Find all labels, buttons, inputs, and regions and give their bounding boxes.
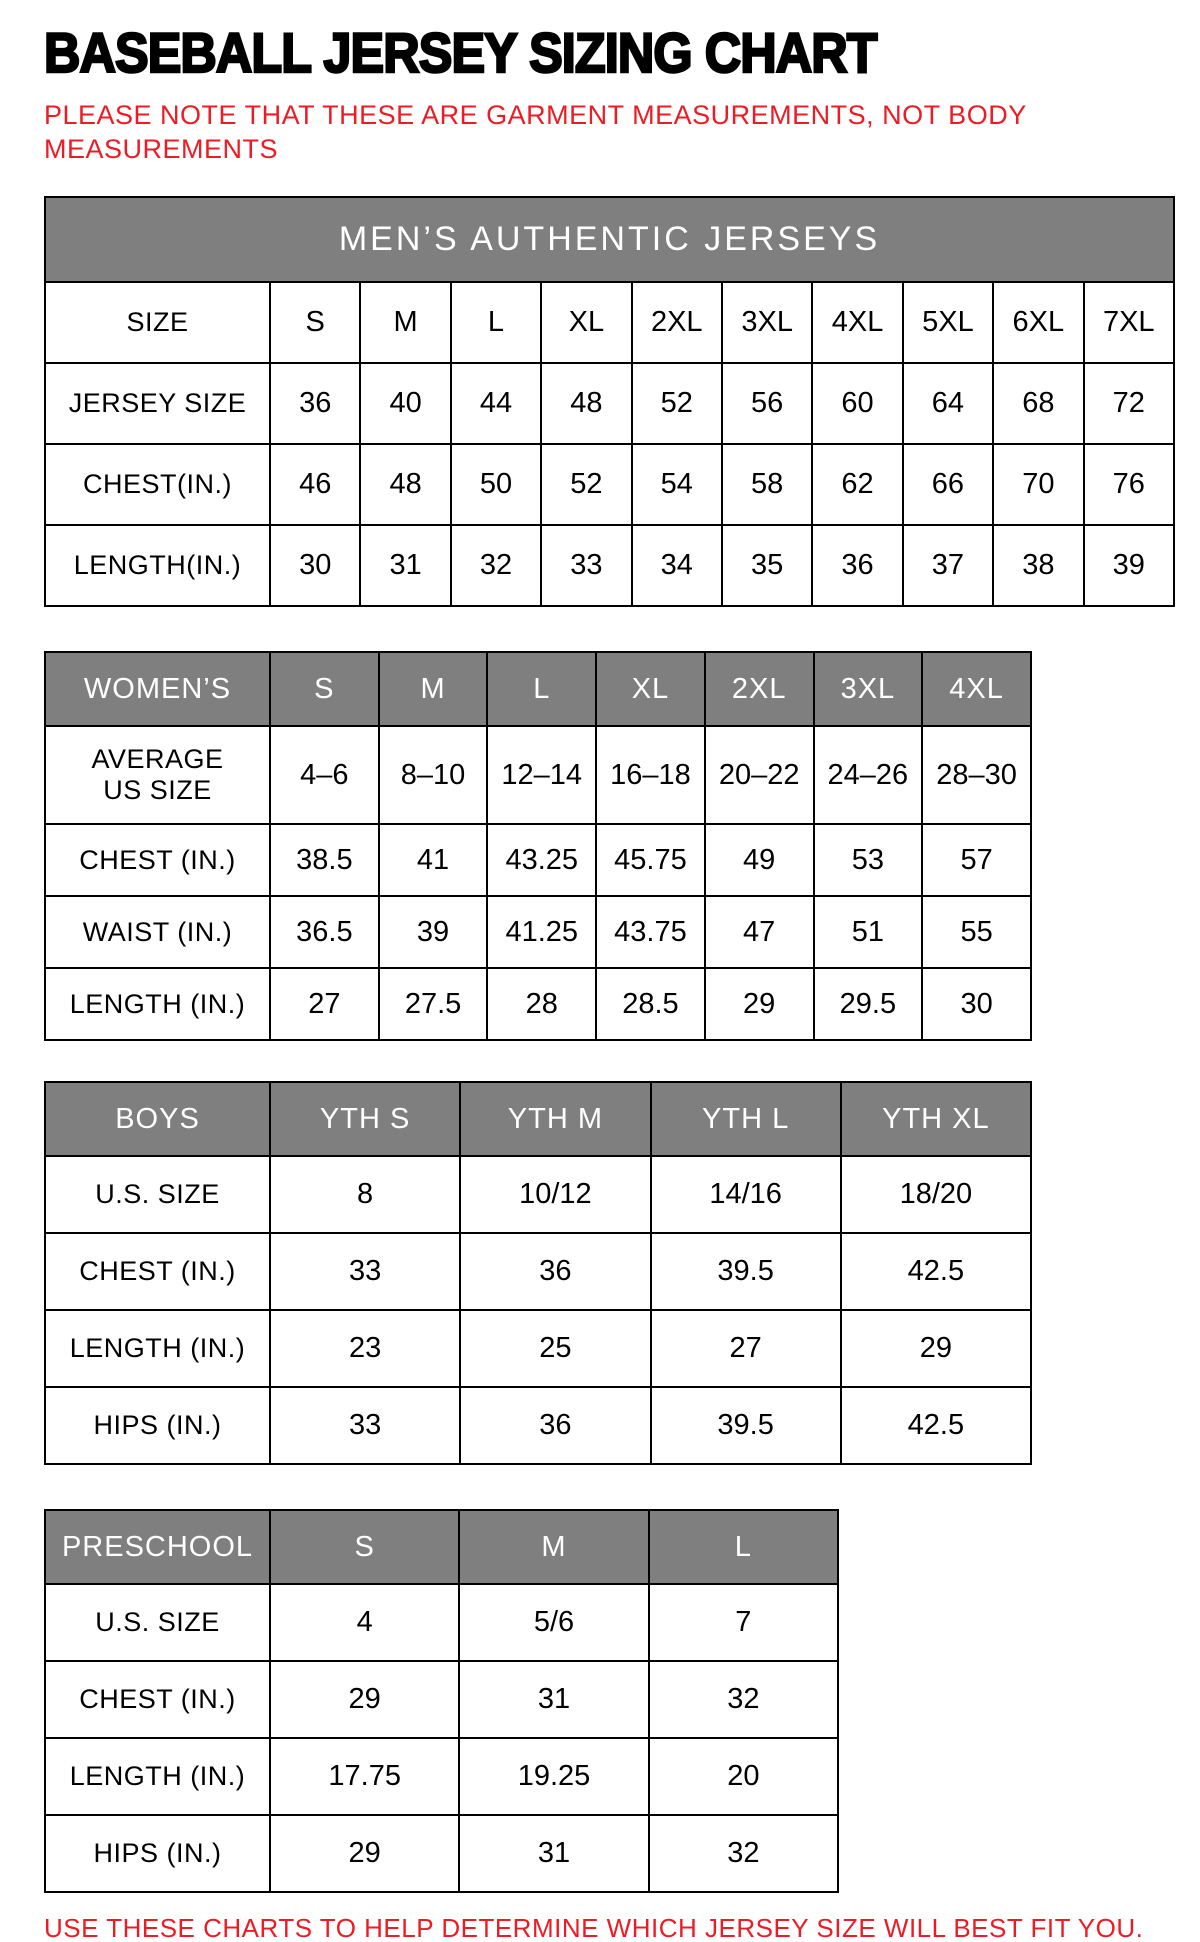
value-cell: 25 <box>460 1310 650 1387</box>
value-cell: 8 <box>270 1156 460 1233</box>
value-cell: 45.75 <box>596 824 705 896</box>
value-cell: 24–26 <box>814 726 923 824</box>
value-cell: 43.75 <box>596 896 705 968</box>
table-row <box>45 1233 1031 1310</box>
table-row <box>45 652 1031 726</box>
value-cell: 33 <box>270 1233 460 1310</box>
value-cell: 44 <box>451 363 541 444</box>
value-cell: 48 <box>360 444 450 525</box>
size-cell: 5XL <box>903 282 993 363</box>
size-cell: M <box>360 282 450 363</box>
value-cell: 28–30 <box>922 726 1031 824</box>
value-cell: 39 <box>1084 525 1174 606</box>
womens-sizing-table <box>44 651 1032 1041</box>
value-cell: 35 <box>722 525 812 606</box>
value-cell: 17.75 <box>270 1738 459 1815</box>
value-cell: 27.5 <box>379 968 488 1040</box>
value-cell: 20 <box>649 1738 838 1815</box>
size-cell: 3XL <box>722 282 812 363</box>
size-cell: M <box>379 652 488 726</box>
table-row <box>45 282 1174 363</box>
value-cell: 39.5 <box>651 1233 841 1310</box>
size-cell: 2XL <box>632 282 722 363</box>
table-row <box>45 363 1174 444</box>
value-cell: 5/6 <box>459 1584 648 1661</box>
value-cell: 29.5 <box>814 968 923 1040</box>
value-cell: 50 <box>451 444 541 525</box>
size-cell: 4XL <box>812 282 902 363</box>
value-cell: 36 <box>812 525 902 606</box>
size-cell: XL <box>541 282 631 363</box>
value-cell: 56 <box>722 363 812 444</box>
value-cell: 36 <box>460 1387 650 1464</box>
row-label: CHEST (IN.) <box>45 1661 270 1738</box>
value-cell: 39.5 <box>651 1387 841 1464</box>
value-cell: 7 <box>649 1584 838 1661</box>
row-label: WAIST (IN.) <box>45 896 270 968</box>
value-cell: 10/12 <box>460 1156 650 1233</box>
table-row <box>45 824 1031 896</box>
value-cell: 60 <box>812 363 902 444</box>
value-cell: 20–22 <box>705 726 814 824</box>
value-cell: 41.25 <box>487 896 596 968</box>
value-cell: 36 <box>460 1233 650 1310</box>
value-cell: 68 <box>993 363 1083 444</box>
value-cell: 23 <box>270 1310 460 1387</box>
size-cell: XL <box>596 652 705 726</box>
table-row <box>45 444 1174 525</box>
row-label: AVERAGE US SIZE <box>45 726 270 824</box>
size-cell: YTH L <box>651 1082 841 1156</box>
row-label: LENGTH (IN.) <box>45 968 270 1040</box>
value-cell: 55 <box>922 896 1031 968</box>
value-cell: 37 <box>903 525 993 606</box>
table-row <box>45 896 1031 968</box>
value-cell: 49 <box>705 824 814 896</box>
value-cell: 62 <box>812 444 902 525</box>
value-cell: 36 <box>270 363 360 444</box>
value-cell: 29 <box>270 1661 459 1738</box>
value-cell: 76 <box>1084 444 1174 525</box>
value-cell: 28.5 <box>596 968 705 1040</box>
value-cell: 14/16 <box>651 1156 841 1233</box>
preschool-table-header: PRESCHOOL <box>45 1510 270 1584</box>
row-label: LENGTH(IN.) <box>45 525 270 606</box>
size-cell: S <box>270 652 379 726</box>
value-cell: 48 <box>541 363 631 444</box>
value-cell: 8–10 <box>379 726 488 824</box>
size-cell: YTH S <box>270 1082 460 1156</box>
value-cell: 66 <box>903 444 993 525</box>
size-cell: S <box>270 282 360 363</box>
table-row <box>45 1156 1031 1233</box>
value-cell: 41 <box>379 824 488 896</box>
value-cell: 43.25 <box>487 824 596 896</box>
row-label: JERSEY SIZE <box>45 363 270 444</box>
table-row <box>45 1510 838 1584</box>
value-cell: 51 <box>814 896 923 968</box>
row-label: U.S. SIZE <box>45 1584 270 1661</box>
value-cell: 18/20 <box>841 1156 1031 1233</box>
value-cell: 32 <box>451 525 541 606</box>
size-cell: 7XL <box>1084 282 1174 363</box>
value-cell: 52 <box>541 444 631 525</box>
value-cell: 42.5 <box>841 1233 1031 1310</box>
value-cell: 29 <box>270 1815 459 1892</box>
table-row <box>45 968 1031 1040</box>
row-label: CHEST (IN.) <box>45 824 270 896</box>
value-cell: 4–6 <box>270 726 379 824</box>
value-cell: 29 <box>841 1310 1031 1387</box>
value-cell: 54 <box>632 444 722 525</box>
row-label: U.S. SIZE <box>45 1156 270 1233</box>
value-cell: 52 <box>632 363 722 444</box>
value-cell: 32 <box>649 1661 838 1738</box>
value-cell: 31 <box>459 1815 648 1892</box>
size-cell: YTH M <box>460 1082 650 1156</box>
row-label: HIPS (IN.) <box>45 1387 270 1464</box>
table-row <box>45 1815 838 1892</box>
value-cell: 31 <box>360 525 450 606</box>
table-row <box>45 726 1031 824</box>
size-cell: 3XL <box>814 652 923 726</box>
womens-table-header: WOMEN’S <box>45 652 270 726</box>
preschool-sizing-table <box>44 1509 839 1893</box>
row-label: CHEST (IN.) <box>45 1233 270 1310</box>
value-cell: 28 <box>487 968 596 1040</box>
size-cell: YTH XL <box>841 1082 1031 1156</box>
row-label: HIPS (IN.) <box>45 1815 270 1892</box>
value-cell: 16–18 <box>596 726 705 824</box>
value-cell: 47 <box>705 896 814 968</box>
table-row <box>45 1387 1031 1464</box>
value-cell: 30 <box>922 968 1031 1040</box>
size-cell: L <box>451 282 541 363</box>
boys-table-header: BOYS <box>45 1082 270 1156</box>
mens-sizing-table <box>44 196 1175 607</box>
table-row <box>45 197 1174 282</box>
row-label: LENGTH (IN.) <box>45 1310 270 1387</box>
value-cell: 12–14 <box>487 726 596 824</box>
value-cell: 32 <box>649 1815 838 1892</box>
page-title: BASEBALL JERSEY SIZING CHART <box>44 21 877 84</box>
size-cell: S <box>270 1510 459 1584</box>
mens-table-banner: MEN’S AUTHENTIC JERSEYS <box>45 197 1174 282</box>
table-row <box>45 1661 838 1738</box>
table-row <box>45 525 1174 606</box>
value-cell: 31 <box>459 1661 648 1738</box>
size-cell: L <box>649 1510 838 1584</box>
value-cell: 36.5 <box>270 896 379 968</box>
row-label: LENGTH (IN.) <box>45 1738 270 1815</box>
boys-sizing-table <box>44 1081 1032 1465</box>
size-cell: M <box>459 1510 648 1584</box>
value-cell: 38 <box>993 525 1083 606</box>
value-cell: 27 <box>270 968 379 1040</box>
value-cell: 57 <box>922 824 1031 896</box>
value-cell: 58 <box>722 444 812 525</box>
value-cell: 70 <box>993 444 1083 525</box>
value-cell: 53 <box>814 824 923 896</box>
value-cell: 39 <box>379 896 488 968</box>
value-cell: 40 <box>360 363 450 444</box>
value-cell: 33 <box>270 1387 460 1464</box>
value-cell: 38.5 <box>270 824 379 896</box>
fit-advice-note: USE THESE CHARTS TO HELP DETERMINE WHICH JERSEY SIZE WILL BEST FIT YOU. <box>44 1913 1144 1942</box>
size-cell: 2XL <box>705 652 814 726</box>
table-row <box>45 1310 1031 1387</box>
table-row <box>45 1738 838 1815</box>
value-cell: 64 <box>903 363 993 444</box>
value-cell: 27 <box>651 1310 841 1387</box>
value-cell: 30 <box>270 525 360 606</box>
row-label: CHEST(IN.) <box>45 444 270 525</box>
value-cell: 34 <box>632 525 722 606</box>
value-cell: 72 <box>1084 363 1174 444</box>
value-cell: 42.5 <box>841 1387 1031 1464</box>
value-cell: 19.25 <box>459 1738 648 1815</box>
size-cell: L <box>487 652 596 726</box>
value-cell: 46 <box>270 444 360 525</box>
table-row <box>45 1584 838 1661</box>
size-cell: 4XL <box>922 652 1031 726</box>
size-cell: 6XL <box>993 282 1083 363</box>
value-cell: 29 <box>705 968 814 1040</box>
table-row <box>45 1082 1031 1156</box>
garment-measurements-note: PLEASE NOTE THAT THESE ARE GARMENT MEASUREMENTS, NOT BODY MEASUREMENTS <box>44 99 1027 164</box>
value-cell: 33 <box>541 525 631 606</box>
row-label: SIZE <box>45 282 270 363</box>
value-cell: 4 <box>270 1584 459 1661</box>
